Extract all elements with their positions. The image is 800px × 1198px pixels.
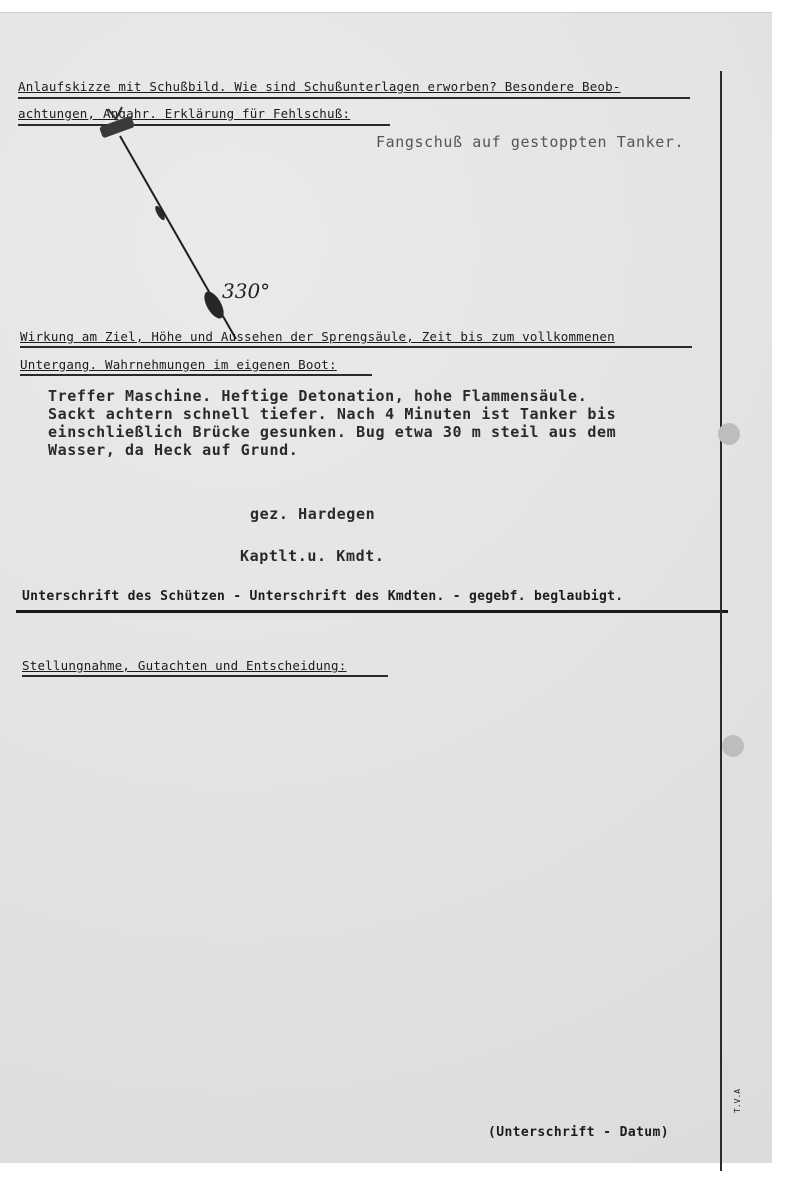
commander-signature: gez. Hardegen: [250, 505, 376, 523]
form-rule: [20, 346, 692, 348]
archive-stamp: T.V.A: [733, 1088, 742, 1113]
heading-label: 330°: [222, 279, 271, 303]
effect-line: Sackt achtern schnell tiefer. Nach 4 Minuten ist Tanker bis: [48, 405, 617, 423]
punch-hole: [722, 735, 744, 757]
form-rule: [20, 374, 372, 376]
effect-label-line-1: Wirkung am Ziel, Höhe und Aussehen der Sprengsäule, Zeit bis zum vollkommenen: [20, 329, 615, 344]
form-rule: [22, 675, 388, 677]
effect-line: Treffer Maschine. Heftige Detonation, hohe Flammensäule.: [48, 387, 588, 405]
punch-hole: [718, 423, 740, 445]
decision-label: Stellungnahme, Gutachten und Entscheidung:: [22, 658, 347, 673]
signature-date-label: (Unterschrift - Datum): [488, 1125, 669, 1140]
effect-description: [48, 387, 616, 459]
effect-line: einschließlich Brücke gesunken. Bug etwa 30 m steil aus dem: [48, 423, 617, 441]
document-page: [0, 12, 772, 1163]
sketch-note: Fangschuß auf gestoppten Tanker.: [376, 133, 685, 151]
effect-label-line-2: Untergang. Wahrnehmungen im eigenen Boot:: [20, 357, 337, 372]
section-divider: [16, 610, 728, 613]
margin-rule: [720, 71, 722, 1171]
signature-line-label: Unterschrift des Schützen - Unterschrift des Kmdten. - gegebf. beglaubigt.: [22, 589, 624, 604]
effect-line: Wasser, da Heck auf Grund.: [48, 441, 299, 459]
attack-sketch: [90, 91, 290, 351]
tanker-shape-icon: [99, 107, 135, 138]
sketch-label-line-1: Anlaufskizze mit Schußbild. Wie sind Schußunterlagen erworben? Besondere Beob-: [18, 79, 621, 94]
sketch-label-line-2: achtungen, Angahr. Erklärung für Fehlschuß:: [18, 106, 351, 121]
commander-rank: Kaptlt.u. Kmdt.: [240, 547, 385, 565]
